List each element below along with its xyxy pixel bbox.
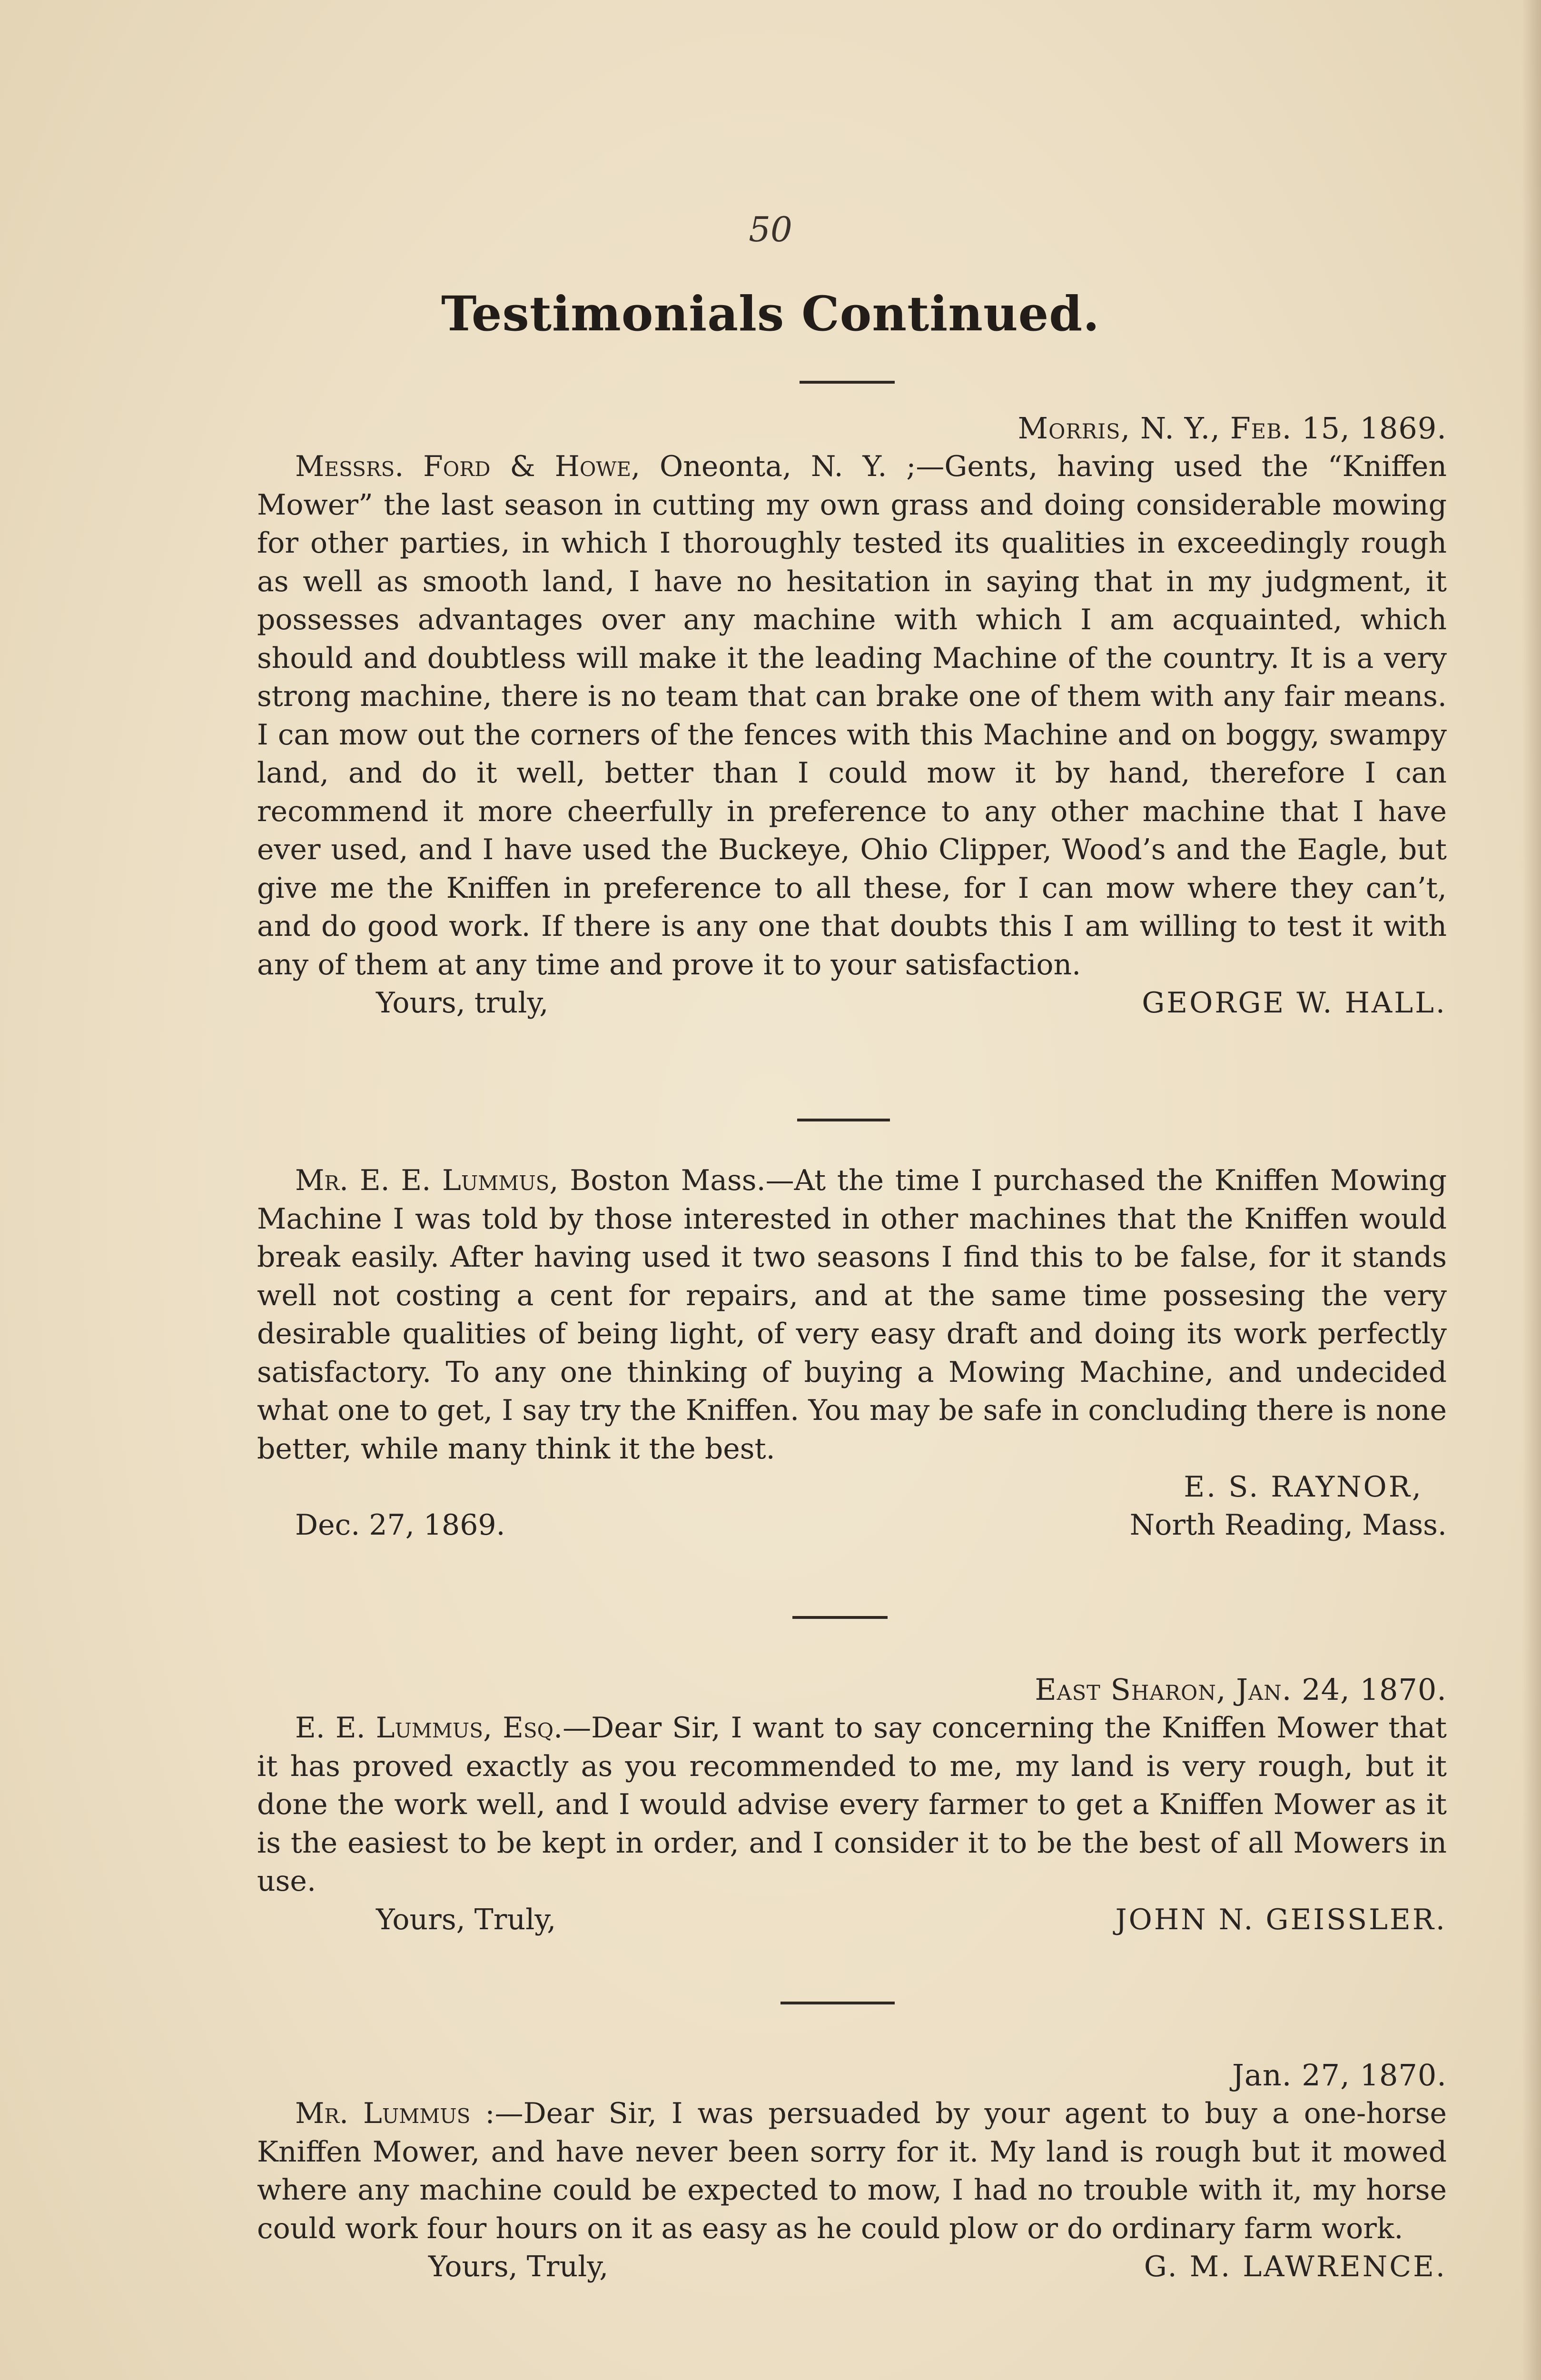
testimonial-body: [257, 2094, 1447, 2248]
testimonial-hall: [257, 409, 1447, 1027]
signer: JOHN N. GEISSLER.: [1115, 1903, 1447, 1936]
divider-rule: [780, 2002, 895, 2004]
closing: Yours, Truly,: [428, 2250, 609, 2283]
divider-rule: [800, 381, 895, 384]
testimonial-geissler: [257, 1671, 1447, 1944]
closing: Yours, Truly,: [376, 1903, 556, 1936]
signer: G. M. LAWRENCE.: [1144, 2250, 1447, 2283]
dateline: Jan. 27, 1870.: [1232, 2058, 1447, 2092]
signer: E. S. RAYNOR,: [1184, 1470, 1423, 1504]
signer-location: North Reading, Mass.: [1129, 1508, 1447, 1542]
testimonial-raynor: [257, 1161, 1447, 1549]
dateline: Morris, N. Y., Feb. 15, 1869.: [1017, 411, 1447, 446]
dateline: East Sharon, Jan. 24, 1870.: [1035, 1672, 1447, 1707]
signoff: [257, 1468, 1447, 1549]
testimonial-body: [257, 1709, 1447, 1901]
testimonial-lawrence: [257, 2056, 1447, 2291]
salutation: Mr. Lummus: [295, 2097, 471, 2130]
salutation: E. E. Lummus, Esq.: [295, 1711, 563, 1745]
body-text: —Dear Sir, I want to say concerning the Kniffen Mower that it has proved exactly as you recommended to me, my land is very rough, but it done the work well, and I would advise every farmer to get a Kniffen Mower as it is the easiest to be kept in order, and I consider it to be the best of all Mowers in use.: [257, 1711, 1447, 1898]
divider-rule: [792, 1616, 888, 1619]
testimonial-body: [257, 447, 1447, 984]
body-text: :—Dear Sir, I was persuaded by your agent to buy a one-horse Kniffen Mower, and have never been sorry for it. My land is rough but it mowed where any machine could be expected to mow, I had no trouble with it, my horse could work four hours on it as easy as he could plow or do ordinary farm work.: [257, 2097, 1447, 2245]
salutation: Messrs. Ford & Howe,: [295, 450, 641, 483]
salutation: Mr. E. E. Lummus,: [295, 1164, 559, 1197]
signoff: [257, 2248, 1447, 2291]
closing: Yours, truly,: [376, 986, 549, 1020]
page-edge-shadow: [1522, 0, 1541, 2380]
testimonial-body: [257, 1161, 1447, 1468]
signer: GEORGE W. HALL.: [1142, 986, 1447, 1020]
page-title: Testimonials Continued.: [441, 286, 1100, 342]
body-text: Oneonta, N. Y. ;—Gents, having used the “Kniffen Mower” the last season in cutting my own grass and doing considerable mowing for other parties, in which I thoroughly tested its qualities in exceedingly rough as well as smooth land, I have no hesitation in saying that in my judgment, it possesses advantages over any machine with which I am acquainted, which should and doubtless will make it the leading Machine of the country. It is a very strong machine, there is no team that can brake one of them with any fair means. I can mow out the corners of the fences with this Machine and on boggy, swampy land, and do it well, better than I could mow it by hand, therefore I can recommend it more cheerfully in preference to any other machine that I have ever used, and I have used the Buckeye, Ohio Clipper, Wood’s and the Eagle, but give me the Kniffen in preference to all these, for I can mow where they can’t, and do good work. If there is any one that doubts this I am willing to test it with any of them at any time and prove it to your satisfaction.: [257, 450, 1447, 982]
signoff: [257, 1901, 1447, 1944]
signoff: [257, 984, 1447, 1027]
body-text: Boston Mass.—At the time I purchased the Kniffen Mowing Machine I was told by those interested in other machines that the Kniffen would break easily. After having used it two seasons I find this to be false, for it stands well not costing a cent for repairs, and at the same time possesing the very desirable qualities of being light, of very easy draft and doing its work perfectly satisfactory. To any one thinking of buying a Mowing Machine, and undecided what one to get, I say try the Kniffen. You may be safe in concluding there is none better, while many think it the best.: [257, 1164, 1447, 1466]
page-number: 50: [749, 209, 792, 249]
divider-rule: [797, 1119, 890, 1121]
letter-date: Dec. 27, 1869.: [295, 1508, 505, 1542]
